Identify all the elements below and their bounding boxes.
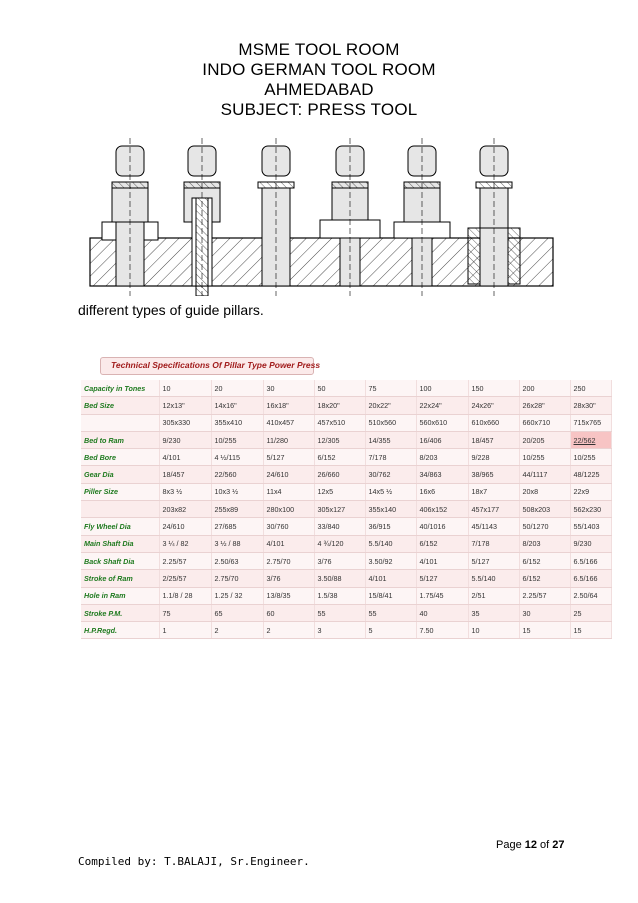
table-cell: 14x5 ½ [365,483,416,500]
table-row [81,501,611,518]
table-cell: 5/127 [263,449,314,466]
table-cell: 7.50 [416,622,468,639]
footer-compiled-by: Compiled by: T.BALAJI, Sr.Engineer. [78,855,310,868]
table-cell: 715x765 [570,414,611,431]
page-sep: of [537,839,553,851]
page-total: 27 [552,839,565,851]
table-cell: 2.75/70 [263,552,314,569]
row-label: Piller Size [81,483,159,500]
table-cell: 14x16" [211,397,263,414]
table-cell: 40/1016 [416,518,468,535]
table-cell: 6/152 [519,570,570,587]
table-cell: 18/457 [468,431,519,448]
table-cell: 562x230 [570,501,611,518]
table-cell: 75 [365,380,416,397]
table-cell: 12/305 [314,431,365,448]
table-cell: 250 [570,380,611,397]
table-cell: 40 [416,604,468,621]
table-cell: 2/51 [468,587,519,604]
table-cell: 20 [211,380,263,397]
table-cell: 5 [365,622,416,639]
table-cell: 1.75/45 [416,587,468,604]
table-cell: 3 [314,622,365,639]
table-cell: 50/1270 [519,518,570,535]
table-cell: 25 [570,604,611,621]
table-cell: 3/76 [263,570,314,587]
header-line-2: INDO GERMAN TOOL ROOM [202,60,436,79]
table-row [81,397,611,414]
page-current: 12 [524,839,537,851]
table-cell: 20x8 [519,483,570,500]
table-cell: 15 [570,622,611,639]
table-cell: 5.5/140 [468,570,519,587]
page-prefix: Page [496,839,525,851]
table-row [81,552,611,569]
row-label: Capacity in Tones [81,380,159,397]
table-cell: 9/228 [468,449,519,466]
table-cell: 18/457 [159,466,211,483]
table-row [81,380,611,397]
table-cell: 1.1/8 / 28 [159,587,211,604]
table-cell: 508x203 [519,501,570,518]
table-cell: 4 ½/115 [211,449,263,466]
table-cell: 6/152 [416,535,468,552]
table-cell: 15/8/41 [365,587,416,604]
spec-title-box [100,357,321,375]
table-row [81,466,611,483]
table-cell: 255x89 [211,501,263,518]
table-cell: 18x20" [314,397,365,414]
pillar-3 [258,138,294,296]
table-row [81,570,611,587]
table-cell: 24/610 [159,518,211,535]
table-row [81,622,611,639]
table-cell: 55/1403 [570,518,611,535]
table-cell: 9/230 [159,431,211,448]
pillar-6 [468,138,520,296]
table-cell: 6/152 [519,552,570,569]
table-cell: 28x30" [570,397,611,414]
table-cell: 610x660 [468,414,519,431]
table-cell: 4/101 [416,552,468,569]
table-cell: 30/760 [263,518,314,535]
table-cell: 16x6 [416,483,468,500]
row-label: Stroke of Ram [81,570,159,587]
table-cell: 3/76 [314,552,365,569]
table-cell: 2.25/57 [159,552,211,569]
spec-table [81,380,612,639]
table-cell: 2.50/63 [211,552,263,569]
table-cell: 457x177 [468,501,519,518]
figure-caption: different types of guide pillars. [78,302,264,318]
table-cell: 20x22" [365,397,416,414]
table-cell: 30/762 [365,466,416,483]
table-cell: 5/127 [416,570,468,587]
table-cell: 50 [314,380,365,397]
table-cell: 16x18" [263,397,314,414]
table-cell: 200 [519,380,570,397]
page-number [496,839,565,851]
table-cell: 24/610 [263,466,314,483]
table-cell: 410x457 [263,414,314,431]
table-cell: 26x28" [519,397,570,414]
table-cell: 305x127 [314,501,365,518]
table-row [81,587,611,604]
table-cell: 30 [263,380,314,397]
table-cell: 1.5/38 [314,587,365,604]
table-cell: 10/255 [519,449,570,466]
table-cell: 10/255 [570,449,611,466]
table-cell: 22/562 [570,431,611,448]
table-cell: 9/230 [570,535,611,552]
table-cell: 4/101 [263,535,314,552]
row-label: H.P.Regd. [81,622,159,639]
table-cell: 22x24" [416,397,468,414]
table-cell: 8/203 [519,535,570,552]
table-cell: 2/25/57 [159,570,211,587]
table-cell: 30 [519,604,570,621]
table-cell: 660x710 [519,414,570,431]
table-row [81,604,611,621]
row-label: Bed Size [81,397,159,414]
table-cell: 510x560 [365,414,416,431]
table-cell: 6.5/166 [570,552,611,569]
table-cell: 203x82 [159,501,211,518]
table-cell: 14/355 [365,431,416,448]
table-row [81,518,611,535]
table-cell: 16/406 [416,431,468,448]
table-cell: 12x13" [159,397,211,414]
table-cell: 5.5/140 [365,535,416,552]
table-cell: 6/152 [314,449,365,466]
table-cell: 280x100 [263,501,314,518]
table-cell: 12x5 [314,483,365,500]
table-cell: 75 [159,604,211,621]
table-cell: 1.25 / 32 [211,587,263,604]
table-cell: 36/915 [365,518,416,535]
table-cell: 18x7 [468,483,519,500]
table-cell: 355x140 [365,501,416,518]
header-line-4: SUBJECT: PRESS TOOL [220,100,418,119]
table-cell: 2 [211,622,263,639]
table-cell: 2.75/70 [211,570,263,587]
table-cell: 35 [468,604,519,621]
table-cell: 2 [263,622,314,639]
table-cell: 22x9 [570,483,611,500]
table-cell: 457x510 [314,414,365,431]
table-cell: 55 [365,604,416,621]
table-cell: 3.50/88 [314,570,365,587]
table-row [81,431,611,448]
table-cell: 3 ½ / 88 [211,535,263,552]
table-cell: 4/101 [159,449,211,466]
table-cell: 6.5/166 [570,570,611,587]
table-cell: 34/863 [416,466,468,483]
table-cell: 60 [263,604,314,621]
table-cell: 3 ¼ / 82 [159,535,211,552]
table-cell: 560x610 [416,414,468,431]
table-cell: 8/203 [416,449,468,466]
spec-title: Technical Specifications Of Pillar Type Power Press [111,360,321,370]
row-label: Main Shaft Dia [81,535,159,552]
table-cell: 2.25/57 [519,587,570,604]
row-label: Gear Dia [81,466,159,483]
table-cell: 13/8/35 [263,587,314,604]
table-cell: 2.50/64 [570,587,611,604]
table-cell: 1 [159,622,211,639]
guide-pillars-drawing [88,138,555,296]
table-cell: 22/560 [211,466,263,483]
table-cell: 355x410 [211,414,263,431]
table-row [81,449,611,466]
table-cell: 8x3 ½ [159,483,211,500]
table-cell: 10x3 ½ [211,483,263,500]
table-cell: 3.50/92 [365,552,416,569]
row-label: Fly Wheel Dia [81,518,159,535]
table-cell: 24x26" [468,397,519,414]
table-cell: 15 [519,622,570,639]
table-cell: 10/255 [211,431,263,448]
table-cell: 305x330 [159,414,211,431]
table-cell: 48/1225 [570,466,611,483]
table-row [81,535,611,552]
table-cell: 7/178 [365,449,416,466]
table-cell: 4/101 [365,570,416,587]
table-cell: 7/178 [468,535,519,552]
header-line-3: AHMEDABAD [264,80,374,99]
table-cell: 11/280 [263,431,314,448]
row-label: Hole in Ram [81,587,159,604]
table-cell: 27/685 [211,518,263,535]
row-label: Bed Bore [81,449,159,466]
table-cell: 406x152 [416,501,468,518]
table-cell: 20/205 [519,431,570,448]
table-cell: 11x4 [263,483,314,500]
row-label: Back Shaft Dia [81,552,159,569]
table-cell: 5/127 [468,552,519,569]
row-label: Stroke P.M. [81,604,159,621]
table-cell: 26/660 [314,466,365,483]
table-cell: 10 [468,622,519,639]
table-cell: 44/1117 [519,466,570,483]
document-header [0,40,638,120]
row-label: Bed to Ram [81,431,159,448]
table-cell: 65 [211,604,263,621]
table-cell: 150 [468,380,519,397]
table-cell: 10 [159,380,211,397]
table-row [81,414,611,431]
table-cell: 4 ¾/120 [314,535,365,552]
row-label [81,414,159,431]
table-row [81,483,611,500]
table-cell: 33/840 [314,518,365,535]
table-cell: 100 [416,380,468,397]
table-cell: 55 [314,604,365,621]
row-label [81,501,159,518]
table-cell: 38/965 [468,466,519,483]
spec-table-image [78,354,614,640]
table-cell: 45/1143 [468,518,519,535]
header-line-1: MSME TOOL ROOM [238,40,400,59]
